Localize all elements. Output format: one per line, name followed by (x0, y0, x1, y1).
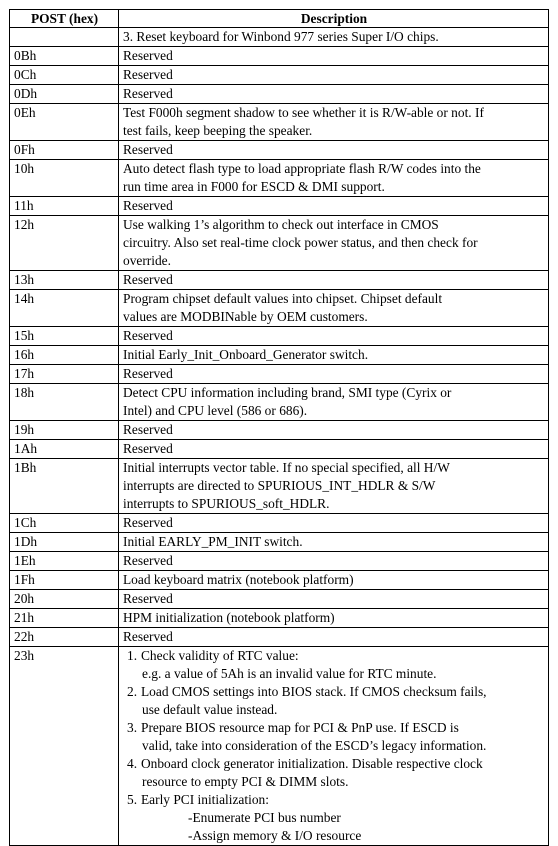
description-cell (119, 609, 549, 628)
list-item-line (127, 791, 545, 809)
description-cell (119, 66, 549, 85)
table-row (10, 384, 549, 421)
description-cell (119, 628, 549, 647)
description-cell (119, 571, 549, 590)
table-row (10, 647, 549, 846)
list-item (127, 791, 545, 845)
description-line: Load keyboard matrix (notebook platform) (123, 572, 354, 587)
table-row (10, 47, 549, 66)
list-item-line (127, 683, 545, 701)
list-item-text: Prepare BIOS resource map for PCI & PnP use. If ESCD is (141, 720, 459, 735)
list-item-number: 4. (127, 756, 138, 771)
table-row (10, 421, 549, 440)
description-line: Intel) and CPU level (586 or 686). (123, 403, 308, 418)
post-code-cell: 14h (10, 290, 119, 327)
table-row (10, 160, 549, 197)
table-row (10, 459, 549, 514)
list-item-number: 3. (127, 720, 138, 735)
post-code-cell: 20h (10, 590, 119, 609)
description-line: interrupts to SPURIOUS_soft_HDLR. (123, 496, 330, 511)
post-code-cell: 1Ch (10, 514, 119, 533)
table-body (10, 28, 549, 846)
description-line: Reserved (123, 48, 173, 63)
post-code-cell: 12h (10, 216, 119, 271)
description-line: Program chipset default values into chipset. Chipset default (123, 291, 443, 306)
table-row (10, 552, 549, 571)
table-row (10, 66, 549, 85)
list-item (127, 683, 545, 719)
description-line: Reserved (123, 515, 173, 530)
table-row (10, 28, 549, 47)
list-item-text: Check validity of RTC value: (141, 648, 299, 663)
post-code-cell: 18h (10, 384, 119, 421)
description-line: Reserved (123, 67, 173, 82)
description-cell (119, 28, 549, 47)
post-code-cell: 22h (10, 628, 119, 647)
header-description: Description (119, 10, 549, 28)
description-cell (119, 590, 549, 609)
list-item-number: 5. (127, 792, 138, 807)
description-line: Auto detect flash type to load appropriate flash R/W codes into the (123, 161, 481, 176)
description-line: Reserved (123, 198, 173, 213)
list-item-line (127, 755, 545, 773)
description-cell (119, 346, 549, 365)
table-row (10, 628, 549, 647)
post-code-cell: 16h (10, 346, 119, 365)
description-cell (119, 141, 549, 160)
list-item-line: e.g. a value of 5Ah is an invalid value for RTC minute. (142, 666, 437, 681)
post-code-cell: 15h (10, 327, 119, 346)
table-row (10, 514, 549, 533)
table-row (10, 271, 549, 290)
description-line: Reserved (123, 441, 173, 456)
description-line: Initial EARLY_PM_INIT switch. (123, 534, 303, 549)
post-code-cell: 11h (10, 197, 119, 216)
description-line: Reserved (123, 328, 173, 343)
post-code-table (9, 9, 549, 846)
post-code-document (9, 9, 548, 846)
table-row (10, 197, 549, 216)
post-code-cell: 1Bh (10, 459, 119, 514)
description-line: test fails, keep beeping the speaker. (123, 123, 313, 138)
description-line: Reserved (123, 591, 173, 606)
description-cell (119, 290, 549, 327)
description-cell (119, 514, 549, 533)
description-cell (119, 459, 549, 514)
list-item (127, 647, 545, 683)
post-code-cell: 0Ch (10, 66, 119, 85)
table-row (10, 590, 549, 609)
list-item-text: Onboard clock generator initialization. Disable respective clock (141, 756, 483, 771)
list-item-line: resource to empty PCI & DIMM slots. (142, 774, 349, 789)
description-line: Reserved (123, 142, 173, 157)
table-row (10, 609, 549, 628)
description-line: interrupts are directed to SPURIOUS_INT_HDLR & S/W (123, 478, 436, 493)
post-code-cell: 1Dh (10, 533, 119, 552)
numbered-list (123, 647, 545, 845)
table-row (10, 365, 549, 384)
table-row (10, 104, 549, 141)
post-code-cell: 1Ah (10, 440, 119, 459)
description-line: run time area in F000 for ESCD & DMI support. (123, 179, 385, 194)
description-line: Test F000h segment shadow to see whether it is R/W-able or not. If (123, 105, 484, 120)
list-item-text: Early PCI initialization: (141, 792, 269, 807)
post-code-cell: 17h (10, 365, 119, 384)
description-line: Initial interrupts vector table. If no special specified, all H/W (123, 460, 450, 475)
post-code-cell: 1Fh (10, 571, 119, 590)
description-line: circuitry. Also set real-time clock power status, and then check for (123, 235, 478, 250)
list-item (127, 719, 545, 755)
post-code-cell: 0Fh (10, 141, 119, 160)
header-post-hex: POST (hex) (10, 10, 119, 28)
description-cell (119, 104, 549, 141)
table-row (10, 440, 549, 459)
description-cell (119, 197, 549, 216)
post-code-cell: 19h (10, 421, 119, 440)
post-code-cell: 0Dh (10, 85, 119, 104)
list-item-text: Load CMOS settings into BIOS stack. If CMOS checksum fails, (141, 684, 487, 699)
description-line: Reserved (123, 553, 173, 568)
description-cell (119, 216, 549, 271)
post-code-cell: 13h (10, 271, 119, 290)
table-row (10, 141, 549, 160)
table-row (10, 571, 549, 590)
description-line: values are MODBINable by OEM customers. (123, 309, 368, 324)
post-code-cell: 10h (10, 160, 119, 197)
post-code-cell: 0Eh (10, 104, 119, 141)
description-line: Reserved (123, 422, 173, 437)
description-line: Reserved (123, 272, 173, 287)
table-row (10, 85, 549, 104)
description-line: HPM initialization (notebook platform) (123, 610, 335, 625)
sub-item: -Enumerate PCI bus number (188, 810, 341, 825)
description-cell (119, 384, 549, 421)
description-line: Reserved (123, 86, 173, 101)
list-item-line: valid, take into consideration of the ESCD’s legacy information. (142, 738, 487, 753)
list-item-number: 1. (127, 648, 138, 663)
table-row (10, 216, 549, 271)
description-line: Detect CPU information including brand, SMI type (Cyrix or (123, 385, 452, 400)
description-cell (119, 647, 549, 846)
post-code-cell: 21h (10, 609, 119, 628)
description-line: Reserved (123, 629, 173, 644)
list-item-line (127, 719, 545, 737)
post-code-cell: 1Eh (10, 552, 119, 571)
post-code-cell: 0Bh (10, 47, 119, 66)
description-line: Reserved (123, 366, 173, 381)
sub-item: -Assign memory & I/O resource (188, 828, 362, 843)
description-cell (119, 552, 549, 571)
list-item-line (127, 647, 545, 665)
description-cell (119, 440, 549, 459)
description-cell (119, 421, 549, 440)
list-item-number: 2. (127, 684, 138, 699)
table-header-row (10, 10, 549, 28)
description-line: Initial Early_Init_Onboard_Generator switch. (123, 347, 369, 362)
list-item-line: use default value instead. (142, 702, 278, 717)
table-row (10, 533, 549, 552)
post-code-cell: 23h (10, 647, 119, 846)
post-code-cell (10, 28, 119, 47)
table-row (10, 290, 549, 327)
list-item (127, 755, 545, 791)
table-row (10, 346, 549, 365)
description-cell (119, 271, 549, 290)
description-line: 3. Reset keyboard for Winbond 977 series Super I/O chips. (123, 29, 439, 44)
description-cell (119, 533, 549, 552)
description-line: Use walking 1’s algorithm to check out interface in CMOS (123, 217, 439, 232)
table-row (10, 327, 549, 346)
description-cell (119, 365, 549, 384)
description-cell (119, 47, 549, 66)
description-cell (119, 85, 549, 104)
description-cell (119, 160, 549, 197)
description-line: override. (123, 253, 171, 268)
description-cell (119, 327, 549, 346)
